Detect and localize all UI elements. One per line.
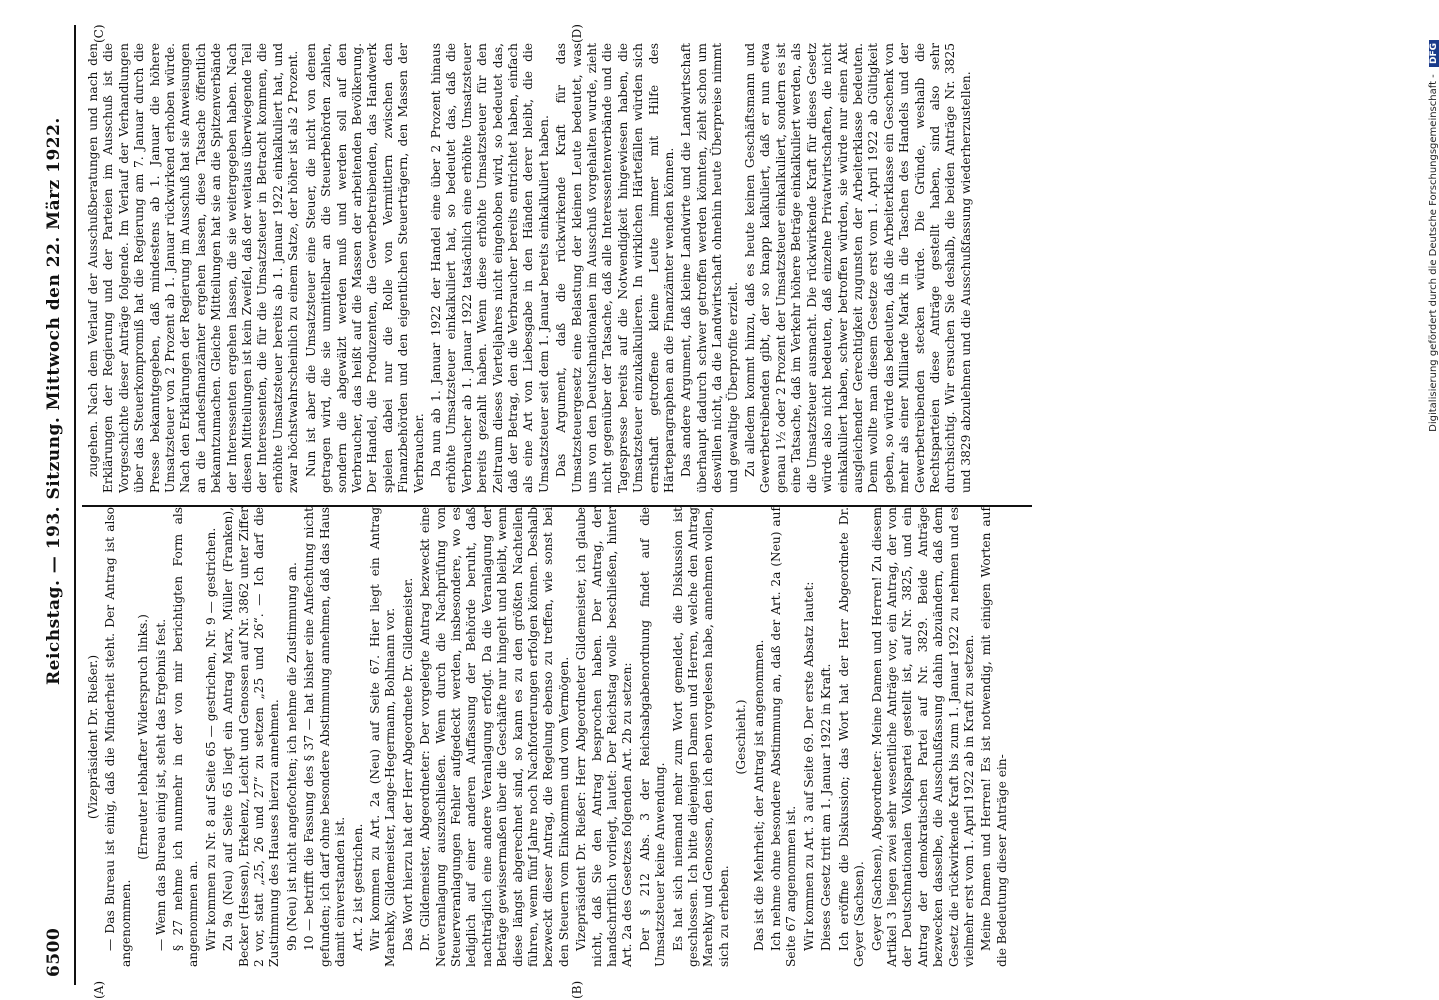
margin-mark-d: (D) [570, 24, 584, 43]
rotated-page-content [30, 24, 1420, 999]
paragraph: Vizepräsident Dr. Rießer: Herr Abgeordneter Gildemeister, ich glaube nicht, daß Sie den Antrag besprochen haben. Der Antrag, der handschriftlich vorliegt, lautet: Der Reichstag wolle beschließen, hinter Art. 2a des Gesetzes folgenden Art. 2b zu setzen: [574, 507, 635, 967]
paragraph: Meine Damen und Herren! Es ist notwendig, mit einigen Worten auf die Bedeutung dieser Anträge ein- [979, 507, 1009, 967]
paragraph: 9b (Neu) ist nicht angefochten; ich nehme die Zustimmung an. [284, 562, 299, 951]
page-number: 6500 [44, 927, 64, 977]
paragraph: Ich eröffne die Diskussion; das Wort hat der Herr Abgeordnete Dr. Geyer (Sachsen). [836, 507, 867, 967]
paragraph: Zu 9a (Neu) auf Seite 65 liegt ein Antrag Marx, Müller (Franken), Becker (Hessen), Erkelenz, Leicht und Genossen auf Nr. 3862 unter Ziffer 2 vor, statt „25, 26 und 27“ zu setzen „25 und 26“. — Ich darf die Zustimmung des Hauses hierzu annehmen. [221, 507, 282, 967]
header-title: Reichstag. — 193. Sitzung. Mittwoch den 22. März 1922. [44, 117, 64, 685]
margin-mark-a: (A) [92, 980, 106, 999]
header-rule [74, 25, 76, 985]
paragraph: zugehen. Nach dem Verlauf der Ausschußberatungen und nach den Erklärungen der Regierung und der Parteien im Ausschuß ist die Vorgeschichte dieser Anträge folgende. Im Verlauf der Verhandlungen über das Steuerkompromiß hat die Regierung am 7. Januar durch die Presse bekanntgegeben, daß mindestens ab 1. Januar die höhere Umsatzsteuer von 2 Prozent ab 1. Januar rückwirkend erhoben würde. Nach den Erklärungen der Regierung im Ausschuß hat sie Anweisungen an die Landesfinanzämter ergehen lassen, diese Tatsache öffentlich bekanntzumachen. Gleiche Mitteilungen hat sie an die Spitzenverbände der Interessenten ergehen lassen, die sie weitergegeben haben. Nach diesen Mitteilungen ist kein Zweifel, daß der weitaus überwiegende Teil der Interessenten, die für die Umsatzsteuer in Betracht kommen, die erhöhte Umsatzsteuer bereits ab 1. Januar 1922 einkalkuliert hat, und zwar höchstwahrscheinlich zu einem Satze, der höher ist als 2 Prozent. [86, 43, 301, 493]
paragraph: Nun ist aber die Umsatzsteuer eine Steuer, die nicht von denen getragen wird, die sie unmittelbar an die Steuerbehörden zahlen, sondern die abgewälzt werden muß und werden soll auf den Verbraucher, das heißt auf die Massen der arbeitenden Bevölkerung. Der Handel, die Produzenten, die Gewerbetreibenden, das Handwerk spielen dabei nur die Rolle von Vermittlern zwischen den Finanzbehörden und den eigentlichen Steuerträgern, den Massen der Verbraucher. [303, 43, 426, 493]
side-credit [1412, 40, 1439, 960]
paragraph: Wir kommen zu Art. 2a (Neu) auf Seite 67. Hier liegt ein Antrag Marehky, Gildemeister, Lange-Hegermann, Bohlmann vor. [367, 507, 398, 967]
paragraph: Es hat sich niemand mehr zum Wort gemeldet, die Diskussion ist geschlossen. Ich bitte diejenigen Damen und Herren, welche den Antrag Marehky und Genossen, den ich eben vorgelesen habe, annehmen wollen, sich zu erheben. [670, 507, 731, 967]
paragraph: (Erneuter lebhafter Widerspruch links.) [136, 614, 151, 860]
paragraph: Der § 212 Abs. 3 der Reichsabgabenordnung findet auf die Umsatzsteuer keine Anwendung. [637, 507, 668, 967]
paragraph: Dr. Gildemeister, Abgeordneter: Der vorgelegte Antrag bezweckt eine Neuveranlagung auszuschließen. Wenn durch die Nachprüfung von Steuerveranlagungen Fehler aufgedeckt werden, insbesondere, wo es lediglich auf einer anderen Auffassung der Behörde beruht, daß nachträglich eine andere Veranlagung erfolgt. Da die Veranlagung der Beträge gewissermaßen über die Geschäfte nur hingeht und bleibt, wenn diese längst abgerechnet sind, so kann es zu den größten Nachteilen führen, wenn fünf Jahre noch Nachforderungen erfolgen können. Deshalb bezweckt dieser Antrag, die Regelung ebenso zu treffen, wie sonst bei den Steuern vom Einkommen und vom Vermögen. [418, 507, 571, 967]
margin-mark-c: (C) [92, 24, 106, 43]
paragraph: Da nun ab 1. Januar 1922 der Handel eine über 2 Prozent hinaus erhöhte Umsatzsteuer einkalkuliert hat, so bedeutet das, daß die Verbraucher ab 1. Januar 1922 tatsächlich eine erhöhte Umsatzsteuer bereits gezahlt haben. Wenn diese erhöhte Umsatzsteuer für den Zeitraum dieses Vierteljahres nicht eingehoben wird, so bedeutet das, daß der Betrag, den die Verbraucher bereits entrichtet haben, einfach als eine Art von Liebesgabe in den Händen derer bleibt, die die Umsatzsteuer seit dem 1. Januar bereits einkalkuliert haben. [428, 43, 551, 493]
paragraph: Wir kommen zu Nr. 8 auf Seite 65 — gestrichen, Nr. 9 — gestrichen. [203, 527, 218, 951]
paragraph: (Vizepräsident Dr. Rießer.) [86, 654, 100, 820]
paragraph: Dieses Gesetz tritt am 1. Januar 1922 in Kraft. [819, 663, 834, 951]
paragraph: Zu alledem kommt hinzu, daß es heute keinen Geschäftsmann und Gewerbetreibenden gibt, der so knapp kalkuliert, daß er nun etwa genau 1½ oder 2 Prozent der Umsatzsteuer einkalkuliert, sondern es ist eine Tatsache, daß im Verkehr höhere Beträge einkalkuliert werden, als die Umsatzsteuer ausmacht. Die rückwirkende Kraft für dieses Gesetz würde also nicht bedeuten, daß einzelne Privatwirtschaften, die nicht einkalkuliert haben, schwer betroffen würden, sie würde nur einen Akt ausgleichender Gerechtigkeit zugunsten der Arbeiterklasse bedeuten. Denn wollte man diesem Gesetze erst vom 1. April 1922 ab Gültigkeit geben, so würde das bedeuten, daß die Arbeiterklasse ein Geschenk von mehr als einer Milliarde Mark in die Taschen des Handels und der Gewerbetreibenden stecken würde. Die Gründe, weshalb die Rechtsparteien diese Anträge gestellt haben, sind also sehr durchsichtig. Wir ersuchen Sie deshalb, die beiden Anträge Nr. 3825 und 3829 abzulehnen und die Ausschußfassung wiederherzustellen. [743, 43, 973, 493]
paragraph: Geyer (Sachsen), Abgeordneter: Meine Damen und Herren! Zu diesem Artikel 3 liegen zwei sehr wesentliche Anträge vor, ein Antrag, der von der Deutschnationalen Volkspartei gestellt ist, auf Nr. 3825, und ein Antrag der demokratischen Partei auf Nr. 3829. Beide Anträge bezwecken dasselbe, die Ausschußfassung dahin abzuändern, daß dem Gesetz die rückwirkende Kraft bis zum 1. Januar 1922 zu nehmen und es vielmehr erst vom 1. April 1922 ab in Kraft zu setzen. [869, 507, 976, 967]
paragraph: Das Argument, daß die rückwirkende Kraft für das Umsatzsteuergesetz eine Belastung der kleinen Leute bedeutet, was uns von den Deutschnationalen im Ausschuß vorgehalten wurde, zieht nicht gegenüber der Tatsache, daß alle Interessentenverbände und die Tagespresse bereits auf die Notwendigkeit hingewiesen haben, die Umsatzsteuer einzukalkulieren. In wirklichen Härtefällen würden sich ernsthaft getroffene kleine Leute immer mit Hilfe des Härteparagraphen an die Finanzämter wenden können. [554, 43, 677, 493]
margin-mark-b: (B) [570, 980, 584, 999]
paragraph: § 27 nehme ich nunmehr in der von mir berichtigten Form als angenommen an. [171, 507, 201, 967]
paragraph: Art. 2 ist gestrichen. [350, 823, 365, 951]
digitization-note: Digitalisierung gefördert durch die Deutsche Forschungsgemeinschaft - [1428, 74, 1439, 432]
paragraph: Das Wort hierzu hat der Herr Abgeordnete Dr. Gildemeister. [400, 577, 415, 951]
paragraph: — Wenn das Bureau einig ist, steht das Ergebnis fest. [153, 618, 168, 951]
page-header [30, 25, 76, 985]
paragraph: Das ist die Mehrheit; der Antrag ist angenommen. [751, 639, 766, 951]
dfg-logo: DFG [1429, 40, 1439, 67]
paragraph: Das andere Argument, daß kleine Landwirte und die Landwirtschaft überhaupt dadurch schwer getroffen werden könnten, zieht schon um deswillen nicht, da die Landwirtschaft ohnehin heute Überpreise nimmt und gewaltige Überprofite erzielt. [679, 43, 740, 493]
paragraph: (Geschieht.) [734, 699, 749, 775]
paragraph: Wir kommen zu Art. 3 auf Seite 69. Der erste Absatz lautet: [801, 581, 816, 951]
right-column [86, 43, 976, 493]
paragraph: 10 — betrifft die Fassung des § 37 — hat bisher eine Anfechtung nicht gefunden; ich darf ohne besondere Abstimmung annehmen, daß das Haus damit einverstanden ist. [302, 507, 348, 967]
paragraph: — Das Bureau ist einig, daß die Minderheit steht. Der Antrag ist also angenommen. [103, 507, 133, 967]
paragraph: Ich nehme ohne besondere Abstimmung an, daß der Art. 2a (Neu) auf Seite 67 angenommen ist. [769, 507, 799, 967]
left-column [86, 507, 1012, 967]
